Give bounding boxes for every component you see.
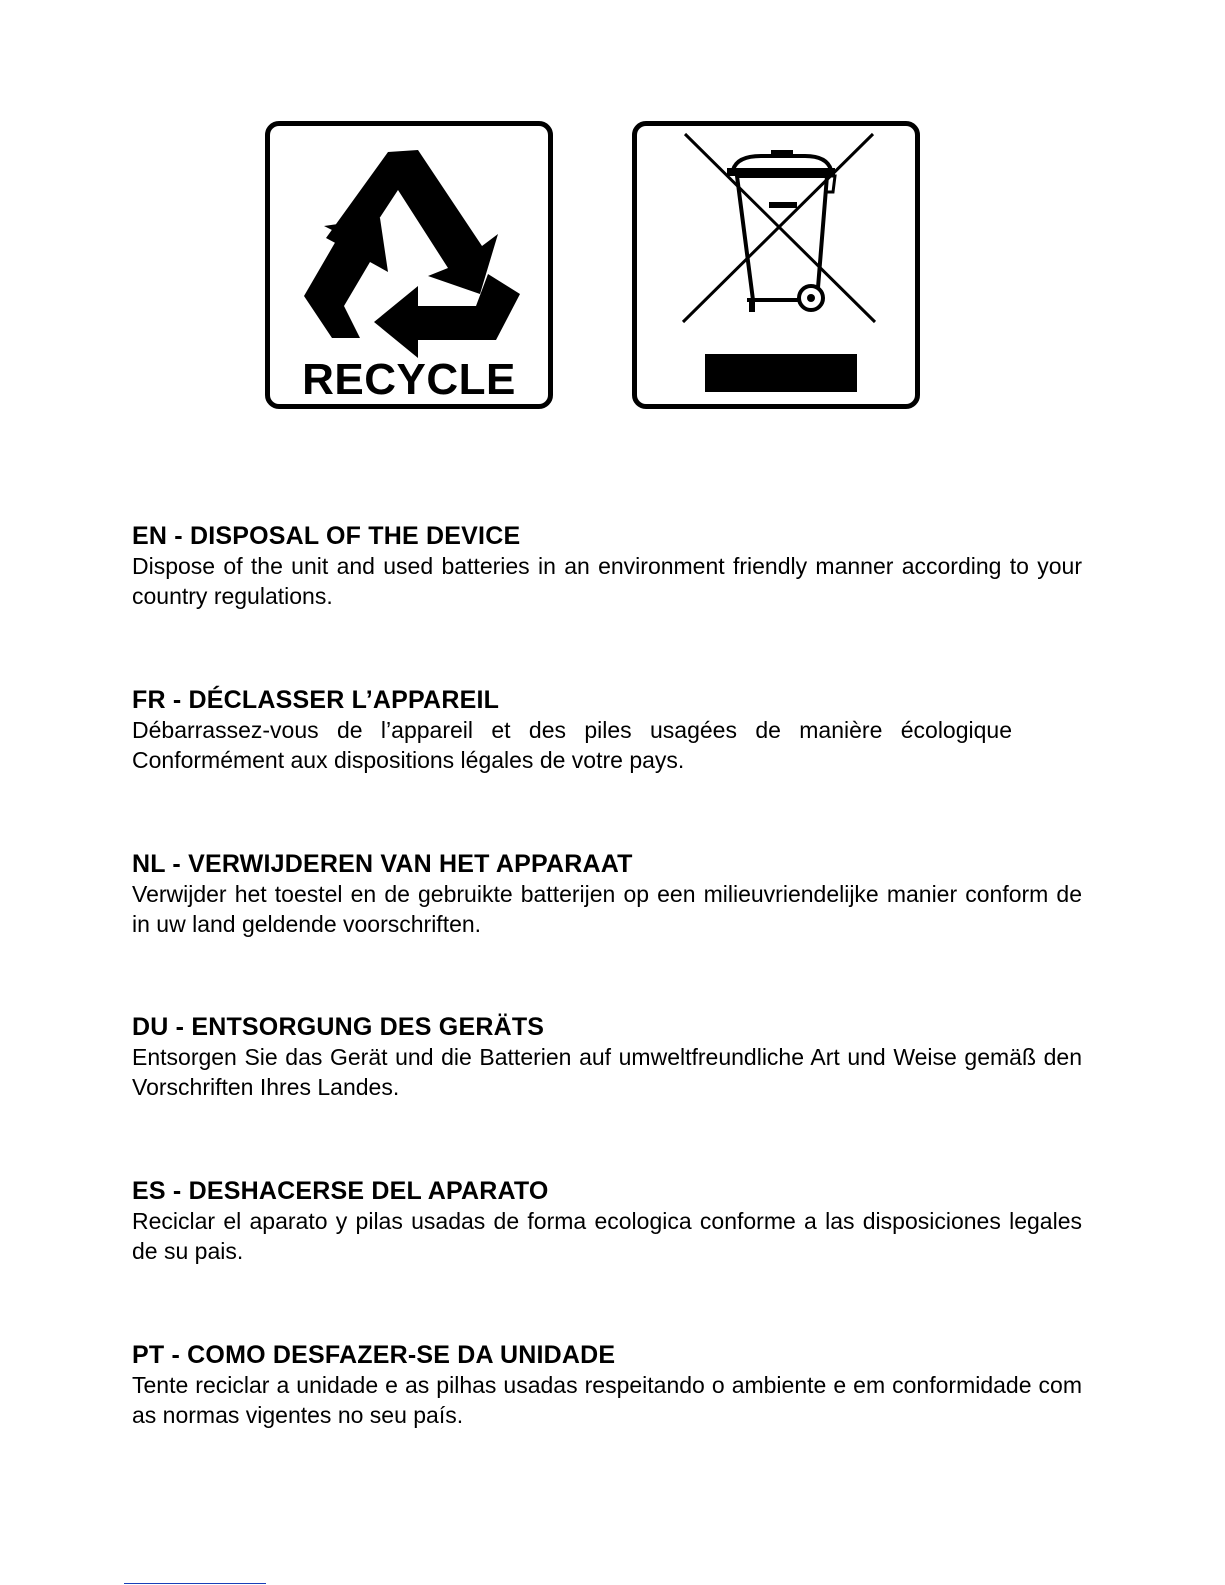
section-title: DU - ENTSORGUNG DES GERÄTS [132,1013,545,1041]
section-text: Tente reciclar a unidade e as pilhas usadas respeitando o ambiente e em conformidade com as normas vigentes no seu país. [132,1372,1082,1428]
section-title: PT - COMO DESFAZER-SE DA UNIDADE [132,1341,616,1369]
section-fr [132,685,1082,775]
section-text: Reciclar el aparato y pilas usadas de forma ecologica conforme a las disposiciones legales de su pais. [132,1208,1082,1264]
recycle-label: RECYCLE [302,355,516,404]
section-text: Verwijder het toestel en de gebruikte batterijen op een milieuvriendelijke manier conform de in uw land geldende voorschriften. [132,881,1082,937]
section-title: NL - VERWIJDEREN VAN HET APPARAAT [132,850,633,878]
section-text: Entsorgen Sie das Gerät und die Batterien auf umweltfreundliche Art und Weise gemäß den Vorschriften Ihres Landes. [132,1044,1082,1100]
recycle-symbol-box [265,121,553,409]
section-nl [132,849,1082,939]
section-es [132,1176,1082,1266]
footer-divider [124,1583,266,1584]
section-en [132,521,1082,611]
crossed-out-wheelie-bin-icon [637,126,915,404]
weee-symbol-box [632,121,920,409]
section-title: FR - DÉCLASSER L’APPAREIL [132,686,500,714]
section-text: Dispose of the unit and used batteries in an environment friendly manner according to your country regulations. [132,553,1082,609]
section-title: EN - DISPOSAL OF THE DEVICE [132,522,521,550]
section-pt [132,1340,1082,1430]
section-text: Débarrassez-vous de l’appareil et des piles usagées de manière écologique Conformément aux dispositions légales de votre pays. [132,717,1012,773]
section-title: ES - DESHACERSE DEL APARATO [132,1177,549,1205]
section-du [132,1012,1082,1102]
